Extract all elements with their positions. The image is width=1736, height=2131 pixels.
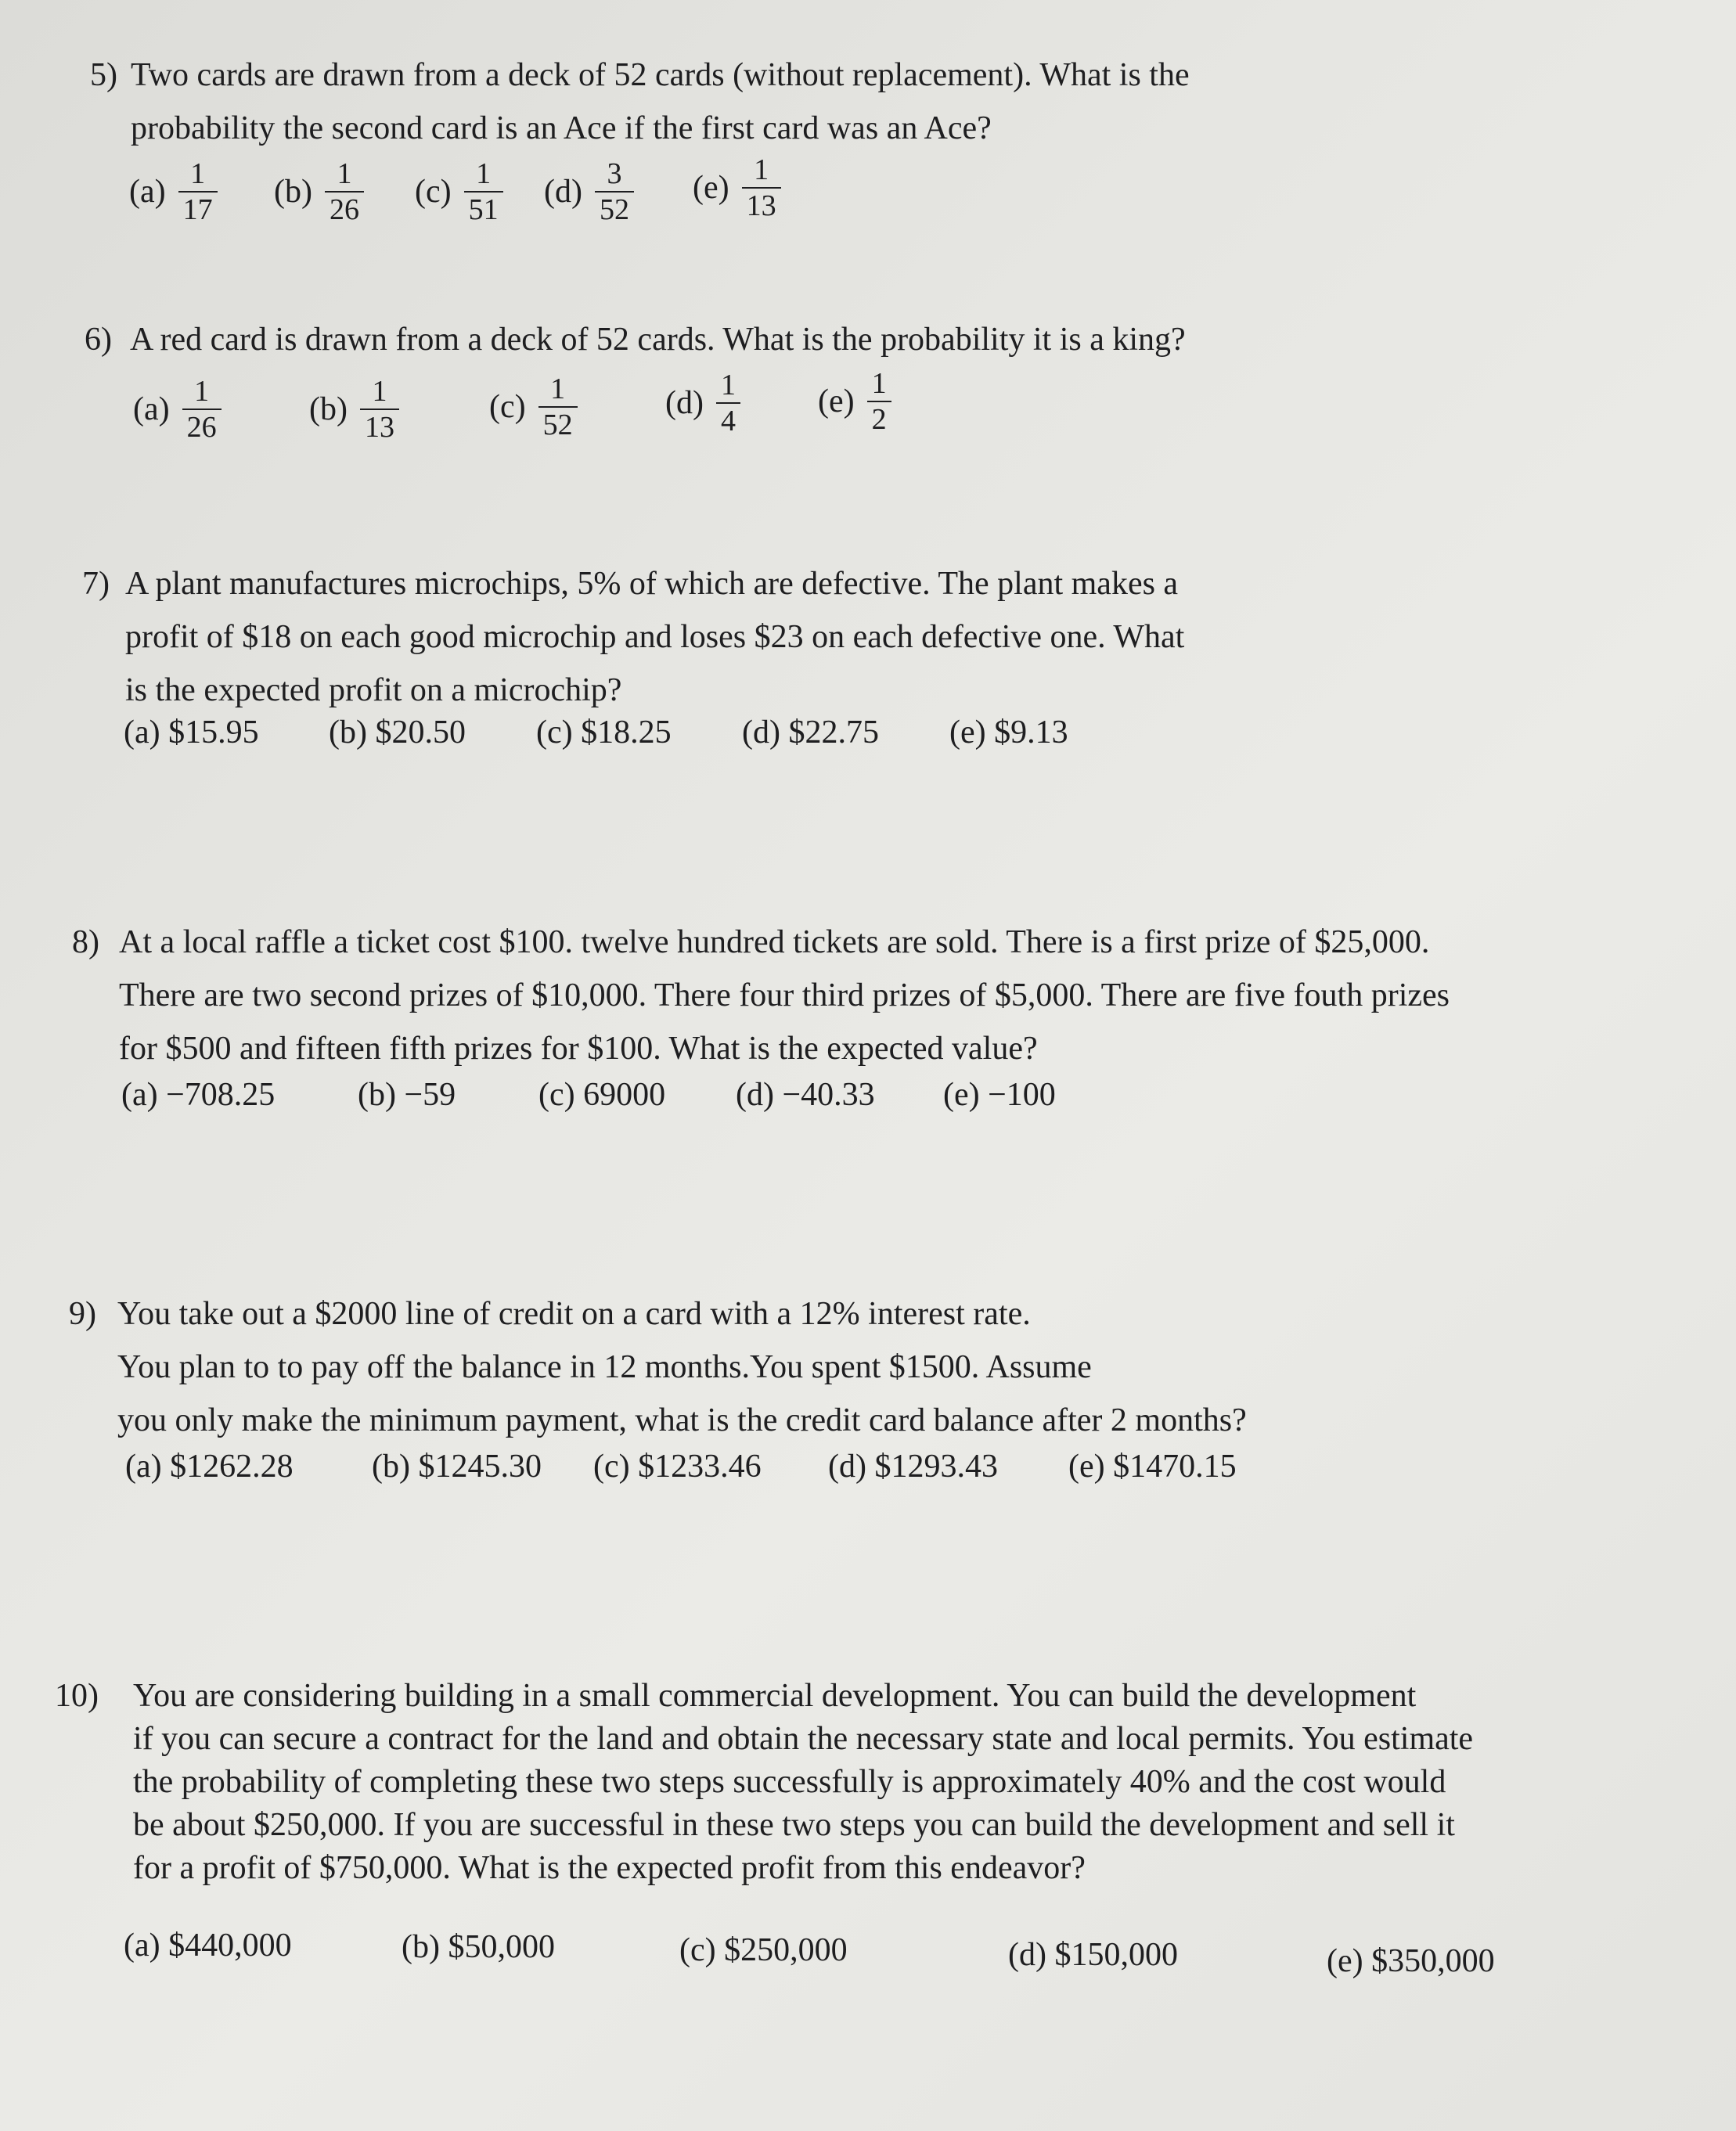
choice-e: (e) $350,000 [1327, 1943, 1495, 1979]
question-text-line: profit of $18 on each good microchip and loses $23 on each defective one. What [125, 619, 1185, 655]
choice-b: (b) $20.50 [329, 715, 466, 751]
fraction [538, 372, 578, 442]
choice-label: (d) [665, 385, 704, 421]
numerator: 1 [754, 153, 769, 186]
question-text-line: you only make the minimum payment, what is the credit card balance after 2 months? [117, 1402, 1247, 1438]
denominator: 13 [746, 189, 776, 222]
denominator: 26 [329, 193, 359, 226]
question-number: 9) [69, 1296, 96, 1332]
choice-label: (c) [489, 389, 526, 425]
denominator: 13 [364, 411, 394, 444]
numerator: 1 [194, 375, 210, 408]
choice-c: (c) $250,000 [679, 1932, 848, 1968]
choice-b [309, 374, 399, 445]
choice-a: (a) $15.95 [124, 715, 259, 751]
choices-10 [124, 1927, 1611, 1982]
choice-e: (e) $9.13 [949, 715, 1068, 751]
choice-e: (e) $1470.15 [1068, 1449, 1237, 1485]
question-text-line: probability the second card is an Ace if the first card was an Ace? [131, 110, 992, 146]
choice-a [133, 374, 222, 445]
fraction [182, 374, 222, 445]
choice-d [665, 368, 740, 438]
choice-label: (a) [129, 174, 166, 210]
choice-label: (c) [415, 174, 452, 210]
choice-c: (c) $18.25 [536, 715, 672, 751]
numerator: 1 [190, 157, 206, 190]
question-number: 5) [90, 57, 117, 93]
choice-d: (d) $1293.43 [828, 1449, 998, 1485]
fraction [360, 374, 399, 445]
denominator: 52 [599, 193, 629, 226]
question-5 [90, 49, 1342, 146]
fraction [464, 157, 503, 227]
choices-8 [121, 1076, 1217, 1123]
question-text-line: There are two second prizes of $10,000. There four third prizes of $5,000. There are five fouth prizes [119, 977, 1450, 1013]
question-text-line: You are considering building in a small commercial development. You can build the development [133, 1678, 1417, 1714]
question-text-line: for $500 and fifteen fifth prizes for $100. What is the expected value? [119, 1031, 1038, 1067]
denominator: 51 [468, 193, 499, 226]
question-text-line: At a local raffle a ticket cost $100. twelve hundred tickets are sold. There is a first prize of $25,000. [119, 924, 1430, 960]
question-text-line: A red card is drawn from a deck of 52 cards. What is the probability it is a king? [130, 322, 1186, 358]
question-10 [55, 1675, 1722, 1941]
question-number: 8) [72, 924, 99, 960]
question-number: 6) [85, 322, 112, 358]
question-text-line: You take out a $2000 line of credit on a card with a 12% interest rate. [117, 1296, 1031, 1332]
question-8 [72, 916, 1716, 1080]
choice-c: (c) $1233.46 [593, 1449, 762, 1485]
choice-d: (d) −40.33 [736, 1077, 875, 1113]
choice-e: (e) −100 [943, 1077, 1056, 1113]
choice-label: (e) [818, 383, 855, 419]
choice-a: (a) −708.25 [121, 1077, 276, 1113]
question-number: 10) [55, 1678, 99, 1714]
choice-e [818, 366, 891, 437]
choice-label: (e) [693, 170, 729, 206]
fraction [325, 157, 364, 227]
choice-a: (a) $440,000 [124, 1928, 292, 1964]
question-text-line: You plan to to pay off the balance in 12 months.You spent $1500. Assume [117, 1349, 1092, 1385]
denominator: 4 [720, 405, 736, 437]
question-text-line: if you can secure a contract for the land and obtain the necessary state and local permits. You estimate [133, 1721, 1474, 1757]
choice-label: (a) [133, 391, 170, 427]
choice-d: (d) $150,000 [1008, 1937, 1178, 1973]
choice-label: (b) [309, 391, 348, 427]
choice-d: (d) $22.75 [742, 715, 879, 751]
question-text-line: the probability of completing these two steps successfully is approximately 40% and the cost would [133, 1764, 1446, 1800]
choice-a [129, 157, 218, 227]
numerator: 3 [607, 157, 622, 190]
denominator: 2 [871, 403, 887, 436]
numerator: 1 [720, 369, 736, 401]
choice-b: (b) $50,000 [402, 1929, 555, 1965]
choice-e [693, 153, 781, 223]
choice-d [544, 157, 634, 227]
denominator: 26 [186, 411, 217, 444]
numerator: 1 [337, 157, 352, 190]
question-number: 7) [82, 566, 110, 602]
choice-c: (c) 69000 [538, 1077, 666, 1113]
numerator: 1 [476, 157, 492, 190]
question-9 [69, 1287, 1634, 1452]
choice-b: (b) $1245.30 [372, 1449, 542, 1485]
fraction [867, 366, 891, 437]
choice-b: (b) −59 [358, 1077, 456, 1113]
choices-7 [124, 714, 1219, 761]
numerator: 1 [550, 373, 566, 405]
question-text-line: be about $250,000. If you are successful in these two steps you can build the development and sell it [133, 1807, 1455, 1843]
question-7 [82, 557, 1334, 722]
choice-b [274, 157, 364, 227]
denominator: 52 [542, 409, 573, 441]
choice-c [489, 372, 578, 442]
fraction [178, 157, 218, 227]
choice-a: (a) $1262.28 [125, 1449, 294, 1485]
fraction [595, 157, 634, 227]
question-6 [85, 313, 1337, 368]
choice-c [415, 157, 503, 227]
choices-9 [125, 1448, 1299, 1495]
question-text-line: A plant manufactures microchips, 5% of which are defective. The plant makes a [125, 566, 1179, 602]
fraction [742, 153, 781, 223]
fraction [716, 368, 740, 438]
question-text-line: Two cards are drawn from a deck of 52 cards (without replacement). What is the [131, 57, 1190, 93]
choice-label: (d) [544, 174, 582, 210]
question-text-line: for a profit of $750,000. What is the expected profit from this endeavor? [133, 1850, 1086, 1886]
question-text-line: is the expected profit on a microchip? [125, 672, 622, 708]
numerator: 1 [871, 367, 887, 400]
choice-label: (b) [274, 174, 312, 210]
numerator: 1 [372, 375, 387, 408]
denominator: 17 [182, 193, 213, 226]
